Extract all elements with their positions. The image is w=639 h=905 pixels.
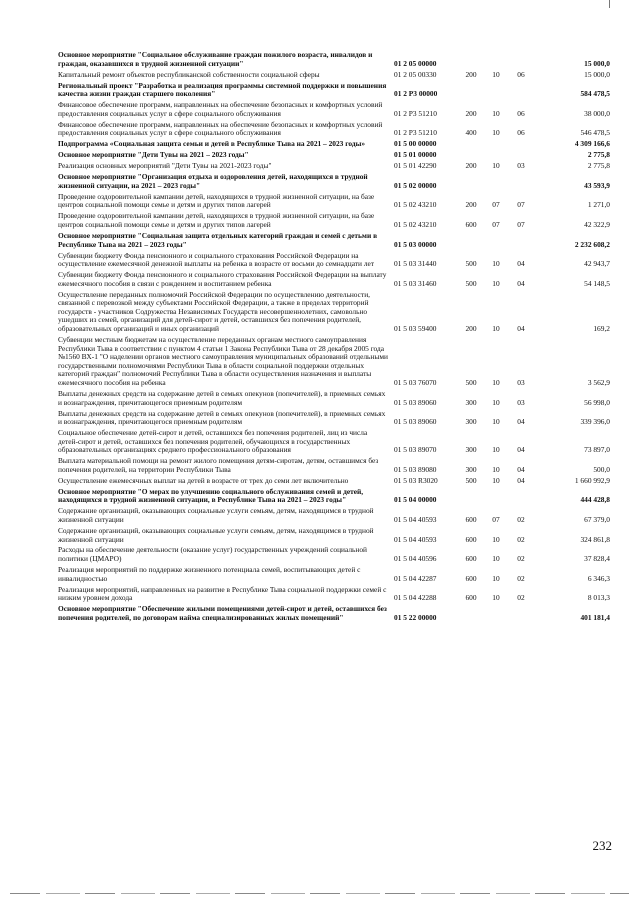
subsection-code-cell: 04	[517, 445, 525, 455]
subsection-code-cell: 04	[517, 259, 525, 269]
section-code-cell: 10	[492, 417, 500, 427]
budget-table	[58, 50, 612, 624]
table-row	[58, 565, 612, 585]
target-article-code-cell: 01 5 03 00000	[394, 239, 437, 249]
expense-name-cell: Капитальный ремонт объектов республиканской собственности социальной сферы	[58, 69, 320, 79]
target-article-code-cell: 01 5 03 31460	[394, 278, 437, 288]
subsection-code-cell	[508, 81, 534, 101]
subsection-code-cell	[508, 139, 534, 150]
subsection-code-cell: 02	[517, 573, 525, 583]
target-article-code-cell: 01 5 04 40593	[394, 514, 437, 524]
table-row-section	[58, 172, 612, 192]
amount-cell: 324 861,8	[580, 534, 610, 544]
amount-cell: 584 478,5	[580, 89, 610, 99]
expense-type-code-cell: 500	[465, 475, 477, 485]
subsection-code-cell: 06	[517, 69, 525, 79]
target-article-code-cell: 01 2 P3 51210	[394, 108, 437, 118]
expense-name-cell: Основное мероприятие "Социальная защита отдельных категорий граждан и семей с детьми в Республике Тыва на 2021 – 2023 годы"	[58, 231, 378, 249]
expense-type-code-cell: 400	[465, 128, 477, 138]
expense-name-cell: Основное мероприятие "Дети Тувы на 2021 – 2023 годы"	[58, 150, 249, 160]
expense-name-cell: Содержание организаций, оказывающих социальные услуги семьям, детям, находящимся в трудной жизненной ситуации	[58, 525, 374, 544]
section-code-cell: 10	[492, 161, 500, 171]
subsection-code-cell: 07	[517, 220, 525, 230]
amount-cell: 169,2	[593, 324, 610, 334]
budget-rows	[58, 50, 612, 624]
expense-name-cell: Реализация мероприятий по поддержке жизненного потенциала семей, воспитывающих детей с инвалидностью	[58, 565, 361, 583]
table-row	[58, 70, 612, 81]
target-article-code-cell: 01 2 P3 00000	[394, 89, 438, 99]
amount-cell: 2 775,8	[587, 150, 610, 160]
amount-cell: 1 660 992,9	[574, 475, 610, 485]
target-article-code-cell: 01 5 03 59400	[394, 324, 437, 334]
amount-cell: 42 943,7	[584, 259, 610, 269]
table-row	[58, 335, 612, 389]
subsection-code-cell: 02	[517, 514, 525, 524]
table-row	[58, 506, 612, 526]
expense-type-code-cell	[458, 231, 484, 251]
expense-name-cell: Осуществление ежемесячных выплат на детей в возрасте от трех до семи лет включительно	[58, 475, 349, 485]
subsection-code-cell: 04	[517, 417, 525, 427]
target-article-code-cell: 01 5 03 89060	[394, 397, 437, 407]
target-article-code-cell: 01 5 22 00000	[394, 612, 437, 622]
target-article-code-cell: 01 5 03 89060	[394, 417, 437, 427]
page-number: 232	[592, 838, 612, 853]
section-code-cell: 07	[492, 220, 500, 230]
amount-cell: 42 322,9	[584, 220, 610, 230]
expense-type-code-cell: 600	[465, 220, 477, 230]
amount-cell: 73 897,0	[584, 445, 610, 455]
expense-type-code-cell: 600	[465, 554, 477, 564]
section-code-cell	[484, 50, 508, 70]
expense-name-cell: Проведение оздоровительной кампании детей, находящихся в трудной жизненной ситуации, на базе центров социальной помощи семье и детям и других типов лагерей	[58, 191, 375, 210]
amount-cell: 15 000,0	[584, 69, 610, 79]
expense-name-cell: Субвенции бюджету Фонда пенсионного и социального страхования Российской Федерации на выплату ежемесячного пособия в связи с рождением и воспитанием ребенка	[58, 270, 387, 288]
subsection-code-cell: 04	[517, 278, 525, 288]
section-code-cell	[484, 604, 508, 624]
table-row	[58, 192, 612, 212]
table-row	[58, 476, 612, 487]
expense-type-code-cell: 600	[465, 514, 477, 524]
section-code-cell: 10	[492, 128, 500, 138]
subsection-code-cell: 07	[517, 200, 525, 210]
table-row-section	[58, 150, 612, 161]
expense-type-code-cell: 200	[465, 200, 477, 210]
expense-name-cell: Субвенции местным бюджетам на осуществление переданных органам местного самоуправления Республики Тыва в соответствии с пунктом 4 статьи 1 Закона Республики Тыва от 28 декабря 2005 года №1560 ВХ-1 "О наделении органов местного самоуправления муниципальных образований отдельными государственными полномочиями Республики Тыва в области социальной поддержки отдельных категорий граждан" полномочий Республики Тыва в области осуществления назначения и выплаты ежемесячного пособия на ребенка	[58, 335, 388, 387]
subsection-code-cell: 06	[517, 108, 525, 118]
section-code-cell	[484, 81, 508, 101]
target-article-code-cell: 01 5 04 40596	[394, 554, 437, 564]
expense-name-cell: Основное мероприятие "Социальное обслуживание граждан пожилого возраста, инвалидов и граждан, оказавшихся в трудной жизненной ситуации"	[58, 50, 373, 68]
section-code-cell: 10	[492, 464, 500, 474]
section-code-cell: 10	[492, 378, 500, 387]
amount-cell: 4 309 166,6	[574, 139, 610, 149]
expense-type-code-cell	[458, 50, 484, 70]
section-code-cell: 07	[492, 514, 500, 524]
table-row	[58, 100, 612, 120]
subsection-code-cell	[508, 487, 534, 507]
amount-cell: 8 013,3	[587, 593, 610, 603]
expense-type-code-cell: 500	[465, 278, 477, 288]
expense-type-code-cell	[458, 172, 484, 192]
amount-cell: 2 775,8	[587, 161, 610, 171]
section-code-cell	[484, 139, 508, 150]
section-code-cell: 10	[492, 259, 500, 269]
table-row-section	[58, 139, 612, 150]
expense-name-cell: Реализация основных мероприятий "Дети Тувы на 2021-2023 годы"	[58, 161, 272, 171]
section-code-cell: 07	[492, 200, 500, 210]
subsection-code-cell: 03	[517, 161, 525, 171]
expense-type-code-cell	[458, 81, 484, 101]
table-row	[58, 408, 612, 428]
expense-type-code-cell: 600	[465, 534, 477, 544]
target-article-code-cell: 01 5 01 42290	[394, 161, 437, 171]
section-code-cell	[484, 150, 508, 161]
table-row	[58, 290, 612, 335]
section-code-cell: 10	[492, 397, 500, 407]
target-article-code-cell: 01 2 05 00330	[394, 69, 437, 79]
expense-name-cell: Расходы на обеспечение деятельности (оказание услуг) государственных учреждений социальной политики (ЦМАРО)	[58, 545, 367, 564]
target-article-code-cell: 01 5 03 89080	[394, 464, 437, 474]
subsection-code-cell	[508, 604, 534, 624]
amount-cell: 54 148,5	[584, 278, 610, 288]
expense-name-cell: Региональный проект "Разработка и реализация программы системной поддержки и повышения качества жизни граждан старшего поколения"	[58, 80, 387, 99]
section-code-cell	[484, 231, 508, 251]
target-article-code-cell: 01 5 03 76070	[394, 378, 437, 387]
expense-type-code-cell: 300	[465, 445, 477, 455]
expense-type-code-cell: 300	[465, 464, 477, 474]
amount-cell: 3 562,9	[587, 378, 610, 387]
expense-name-cell: Основное мероприятие "Обеспечение жилыми помещениями детей-сирот и детей, оставшихся без попечения родителей, по договорам найма специализированных жилых помещений"	[58, 604, 387, 622]
target-article-code-cell: 01 5 04 42288	[394, 593, 437, 603]
expense-name-cell: Социальное обеспечение детей-сирот и детей, оставшихся без попечения родителей, лиц из числа детей-сирот и детей, оставшихся без попечения родителей, обучающихся в государственных образовательных организациях среднего профессионального образования	[58, 428, 368, 455]
section-code-cell: 10	[492, 475, 500, 485]
target-article-code-cell: 01 5 03 31440	[394, 259, 437, 269]
expense-name-cell: Основное мероприятие "Организация отдыха и оздоровления детей, находящихся в трудной жизненной ситуации, на 2021 – 2023 годы"	[58, 172, 368, 190]
section-code-cell	[484, 487, 508, 507]
target-article-code-cell: 01 5 02 43210	[394, 220, 437, 230]
expense-type-code-cell: 200	[465, 69, 477, 79]
amount-cell: 37 828,4	[584, 554, 610, 564]
table-row	[58, 584, 612, 604]
expense-name-cell: Финансовое обеспечение программ, направленных на обеспечение безопасных и комфортных условий предоставления социальных услуг в сфере социального обслуживания	[58, 100, 383, 118]
amount-cell: 15 000,0	[584, 58, 610, 68]
subsection-code-cell: 02	[517, 534, 525, 544]
subsection-code-cell: 02	[517, 554, 525, 564]
target-article-code-cell: 01 5 03 R3020	[394, 475, 438, 485]
expense-name-cell: Реализация мероприятий, направленных на развитие в Республике Тыва социальной поддержки семей с низким уровнем дохода	[58, 584, 387, 603]
expense-name-cell: Основное мероприятие "О мерах по улучшению социального обслуживания семей и детей, находящихся в трудной жизненной ситуации, в Республике Тыва на 2021 – 2023 годы"	[58, 486, 364, 505]
expense-type-code-cell	[458, 487, 484, 507]
target-article-code-cell: 01 2 05 00000	[394, 58, 437, 68]
expense-type-code-cell: 300	[465, 417, 477, 427]
amount-cell: 56 998,0	[584, 397, 610, 407]
section-code-cell: 10	[492, 573, 500, 583]
target-article-code-cell: 01 5 01 00000	[394, 150, 437, 160]
table-row	[58, 545, 612, 565]
amount-cell: 339 396,0	[580, 417, 610, 427]
subsection-code-cell	[508, 172, 534, 192]
amount-cell: 1 271,0	[587, 200, 610, 210]
section-code-cell: 10	[492, 108, 500, 118]
table-row	[58, 428, 612, 456]
target-article-code-cell: 01 5 04 40593	[394, 534, 437, 544]
table-row	[58, 211, 612, 231]
amount-cell: 2 232 608,2	[574, 239, 610, 249]
subsection-code-cell: 06	[517, 128, 525, 138]
amount-cell: 43 593,9	[584, 180, 610, 190]
table-row	[58, 120, 612, 140]
bottom-scan-rule	[10, 893, 629, 894]
table-row	[58, 526, 612, 546]
expense-type-code-cell	[458, 139, 484, 150]
expense-name-cell: Субвенции бюджету Фонда пенсионного и социального страхования Российской Федерации на осуществление ежемесячной денежной выплаты на ребенка в возрасте от восьми до семнадцати лет	[58, 250, 375, 269]
section-code-cell	[484, 172, 508, 192]
target-article-code-cell: 01 5 02 00000	[394, 180, 437, 190]
amount-cell: 38 000,0	[584, 108, 610, 118]
table-row	[58, 270, 612, 290]
expense-type-code-cell: 600	[465, 573, 477, 583]
section-code-cell: 10	[492, 534, 500, 544]
subsection-code-cell: 03	[517, 397, 525, 407]
expense-name-cell: Выплаты денежных средств на содержание детей в семьях опекунов (попечителей), в приемных семьях и вознаграждения, причитающегося приемным родителям	[58, 388, 386, 407]
amount-cell: 444 428,8	[580, 495, 610, 505]
expense-type-code-cell: 600	[465, 593, 477, 603]
table-row-section	[58, 50, 612, 70]
target-article-code-cell: 01 5 04 42287	[394, 573, 437, 583]
subsection-code-cell: 04	[517, 324, 525, 334]
subsection-code-cell	[508, 150, 534, 161]
expense-name-cell: Выплата материальной помощи на ремонт жилого помещения детям-сиротам, детям, оставшимся без попечения родителей, на территории Республики Тыва	[58, 456, 379, 474]
amount-cell: 546 478,5	[580, 128, 610, 138]
expense-type-code-cell	[458, 150, 484, 161]
expense-name-cell: Финансовое обеспечение программ, направленных на обеспечение безопасных и комфортных условий предоставления социальных услуг в сфере социального обслуживания	[58, 119, 383, 138]
table-row	[58, 389, 612, 409]
table-row	[58, 250, 612, 270]
subsection-code-cell: 02	[517, 593, 525, 603]
expense-type-code-cell: 200	[465, 161, 477, 171]
expense-name-cell: Проведение оздоровительной кампании детей, находящихся в трудной жизненной ситуации, на базе центров социальной помощи семье и детям и других типов лагерей	[58, 211, 375, 230]
target-article-code-cell: 01 5 02 43210	[394, 200, 437, 210]
table-row-section	[58, 81, 612, 101]
subsection-code-cell	[508, 231, 534, 251]
section-code-cell: 10	[492, 554, 500, 564]
amount-cell: 67 379,0	[584, 514, 610, 524]
section-code-cell: 10	[492, 593, 500, 603]
section-code-cell: 10	[492, 445, 500, 455]
expense-name-cell: Выплаты денежных средств на содержание детей в семьях опекунов (попечителей), в приемных семьях и вознаграждения, причитающегося приемным родителям	[58, 408, 386, 427]
table-row	[58, 456, 612, 476]
expense-type-code-cell: 200	[465, 324, 477, 334]
expense-type-code-cell: 300	[465, 397, 477, 407]
target-article-code-cell: 01 5 03 89070	[394, 445, 437, 455]
expense-type-code-cell	[458, 604, 484, 624]
expense-type-code-cell: 500	[465, 378, 477, 387]
expense-type-code-cell: 500	[465, 259, 477, 269]
expense-name-cell: Осуществление переданных полномочий Российской Федерации по осуществлению деятельности, связанной с перевозкой между субъектами Российской Федерации, а также в пределах территорий государств - участников Содружества Независимых Государств несовершеннолетних, самовольно ушедших из семей, организаций для детей-сирот и детей, оставшихся без попечения родителей, образовательных организаций и иных организаций	[58, 289, 370, 334]
subsection-code-cell: 04	[517, 475, 525, 485]
amount-cell: 6 346,3	[587, 573, 610, 583]
table-row-section	[58, 487, 612, 507]
subsection-code-cell	[508, 50, 534, 70]
section-code-cell: 10	[492, 278, 500, 288]
subsection-code-cell: 04	[517, 464, 525, 474]
table-row	[58, 161, 612, 172]
expense-name-cell: Содержание организаций, оказывающих социальные услуги семьям, детям, находящимся в трудной жизненной ситуации	[58, 506, 374, 524]
target-article-code-cell: 01 2 P3 51210	[394, 128, 437, 138]
table-row-section	[58, 231, 612, 251]
amount-cell: 401 181,4	[580, 612, 610, 622]
expense-type-code-cell: 200	[465, 108, 477, 118]
section-code-cell: 10	[492, 324, 500, 334]
subsection-code-cell: 03	[517, 378, 525, 387]
table-row-section	[58, 604, 612, 624]
scan-mark	[609, 0, 610, 8]
target-article-code-cell: 01 5 00 00000	[394, 139, 437, 149]
expense-name-cell: Подпрограмма «Социальная защита семьи и детей в Республике Тыва на 2021 – 2023 годы»	[58, 139, 366, 149]
section-code-cell: 10	[492, 69, 500, 79]
amount-cell: 500,0	[593, 464, 610, 474]
target-article-code-cell: 01 5 04 00000	[394, 495, 437, 505]
